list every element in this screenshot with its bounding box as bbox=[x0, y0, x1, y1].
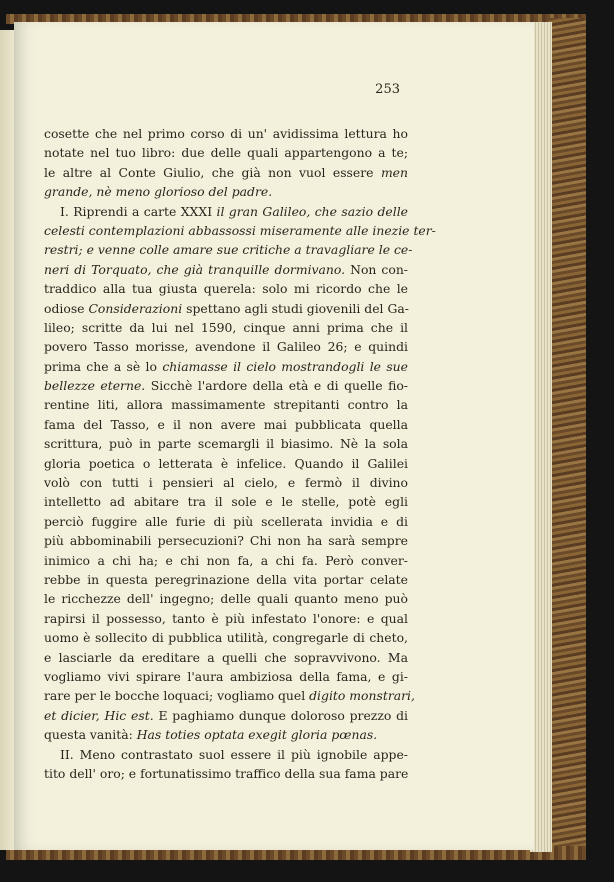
text-line bbox=[44, 299, 408, 318]
text-segment: prima che a sè lo bbox=[44, 358, 163, 374]
text-segment: questa vanità: bbox=[44, 727, 137, 743]
italic-text: celesti contemplazioni abbassossi miseramente alle inezie ter- bbox=[44, 222, 436, 238]
text-segment: I. Riprendi a carte XXXI bbox=[60, 203, 217, 219]
text-segment: gloria poetica o letterata è infelice. Quando il Galilei bbox=[44, 455, 408, 471]
text-line bbox=[44, 764, 408, 783]
text-segment: fama del Tasso, e il non avere mai pubblicata quella bbox=[44, 416, 408, 432]
text-line bbox=[44, 124, 408, 143]
text-line bbox=[44, 454, 408, 473]
page-number: 253 bbox=[375, 82, 400, 97]
text-segment: scrittura, può in parte scemargli il biasimo. Nè la sola bbox=[44, 436, 408, 452]
text-segment: volò con tutti i pensieri al cielo, e fermò il divino bbox=[44, 475, 408, 491]
text-line bbox=[44, 531, 408, 550]
body-text bbox=[44, 124, 436, 783]
text-line bbox=[44, 143, 408, 162]
italic-text: neri di Torquato, che già tranquille dormivano. bbox=[44, 261, 346, 277]
text-line bbox=[44, 202, 408, 221]
italic-text: chiamasse il cielo mostrandogli le sue bbox=[162, 358, 408, 374]
text-segment: tito dell' oro; e fortunatissimo traffico della sua fama pare bbox=[44, 765, 409, 781]
text-line bbox=[44, 706, 408, 725]
text-segment: traddico alla tua giusta querela: solo mi ricordo che le bbox=[44, 281, 408, 297]
text-segment: e lasciarle da ereditare a quelli che sopravvivono. Ma bbox=[44, 649, 408, 665]
text-segment: spettano agli studi giovenili del Ga- bbox=[182, 300, 409, 316]
text-segment: intelletto ad abitare tra il sole e le stelle, potè egli bbox=[44, 494, 408, 510]
text-segment: più abbominabili persecuzioni? Chi non ha sarà sempre bbox=[44, 533, 408, 549]
text-segment: uomo è sollecito di pubblica utilità, congregarle di cheto, bbox=[44, 630, 408, 646]
text-line bbox=[44, 609, 408, 628]
text-line bbox=[44, 279, 408, 298]
text-line bbox=[44, 337, 408, 356]
italic-text: bellezze eterne. bbox=[44, 378, 146, 394]
text-line bbox=[44, 240, 413, 259]
text-line bbox=[44, 589, 408, 608]
text-segment: inimico a chi ha; e chi non fa, a chi fa. Però conver- bbox=[44, 552, 408, 568]
text-line bbox=[44, 667, 408, 686]
text-line bbox=[44, 648, 408, 667]
text-segment: odiose bbox=[44, 300, 89, 316]
text-segment: rare per le bocche loquaci; vogliamo quel bbox=[44, 688, 310, 704]
text-line bbox=[44, 221, 436, 240]
text-line bbox=[44, 395, 408, 414]
text-line bbox=[44, 376, 408, 395]
italic-text: restri; e venne colle amare sue critiche a travagliare le ce- bbox=[44, 242, 413, 258]
text-line bbox=[44, 725, 408, 744]
marbled-cover-edge bbox=[548, 18, 586, 860]
text-segment: rebbe in questa peregrinazione della vita portar celate bbox=[44, 571, 408, 587]
text-line bbox=[44, 163, 408, 182]
text-line bbox=[44, 318, 408, 337]
text-line bbox=[44, 182, 408, 201]
italic-text: grande, nè meno glorioso del padre. bbox=[44, 184, 273, 200]
text-segment: le ricchezze dell' ingegno; delle quali quanto meno può bbox=[44, 591, 408, 607]
text-line bbox=[44, 415, 408, 434]
text-line bbox=[44, 512, 408, 531]
text-segment: povero Tasso morisse, avendone il Galileo 26; e quindi bbox=[44, 339, 408, 355]
text-segment: rapirsi il possesso, tanto è più infestato l'onore: e qual bbox=[44, 610, 408, 626]
text-line bbox=[44, 551, 408, 570]
italic-text: digito monstrari, bbox=[309, 688, 415, 704]
text-segment: le altre al Conte Giulio, che già non vuol essere bbox=[44, 164, 381, 180]
text-line bbox=[44, 492, 408, 511]
text-segment: perciò fuggire alle furie di più scellerata invidia e di bbox=[44, 513, 408, 529]
italic-text: Considerazioni bbox=[88, 300, 183, 316]
text-segment: E paghiamo dunque doloroso prezzo di bbox=[153, 707, 409, 723]
italic-text: il gran Galileo, che sazio delle bbox=[216, 203, 408, 219]
text-segment: II. Meno contrastato suol essere il più ignobile appe- bbox=[60, 746, 408, 762]
italic-text: et dicier, Hic est. bbox=[44, 707, 154, 723]
italic-text: Has toties optata exegit gloria pœnas. bbox=[136, 727, 378, 743]
text-line bbox=[44, 628, 408, 647]
text-segment: vogliamo vivi spirare l'aura ambiziosa della fama, e gi- bbox=[44, 668, 408, 684]
text-segment: rentine liti, allora massimamente strepitanti contro la bbox=[44, 397, 408, 413]
text-line bbox=[44, 473, 408, 492]
text-line bbox=[44, 357, 408, 376]
text-segment: notate nel tuo libro: due delle quali appartengono a te; bbox=[44, 145, 408, 161]
text-line bbox=[44, 434, 408, 453]
text-segment: Non con- bbox=[345, 261, 408, 277]
text-segment: cosette che nel primo corso di un' avidissima lettura ho bbox=[44, 126, 408, 141]
text-segment: lileo; scritte da lui nel 1590, cinque anni prima che il bbox=[44, 319, 408, 335]
text-line bbox=[44, 745, 408, 764]
text-line bbox=[44, 260, 408, 279]
text-segment: Sicchè l'ardore della età e di quelle fio- bbox=[145, 378, 408, 394]
italic-text: men bbox=[380, 164, 408, 180]
text-line bbox=[44, 686, 415, 705]
text-line bbox=[44, 570, 408, 589]
